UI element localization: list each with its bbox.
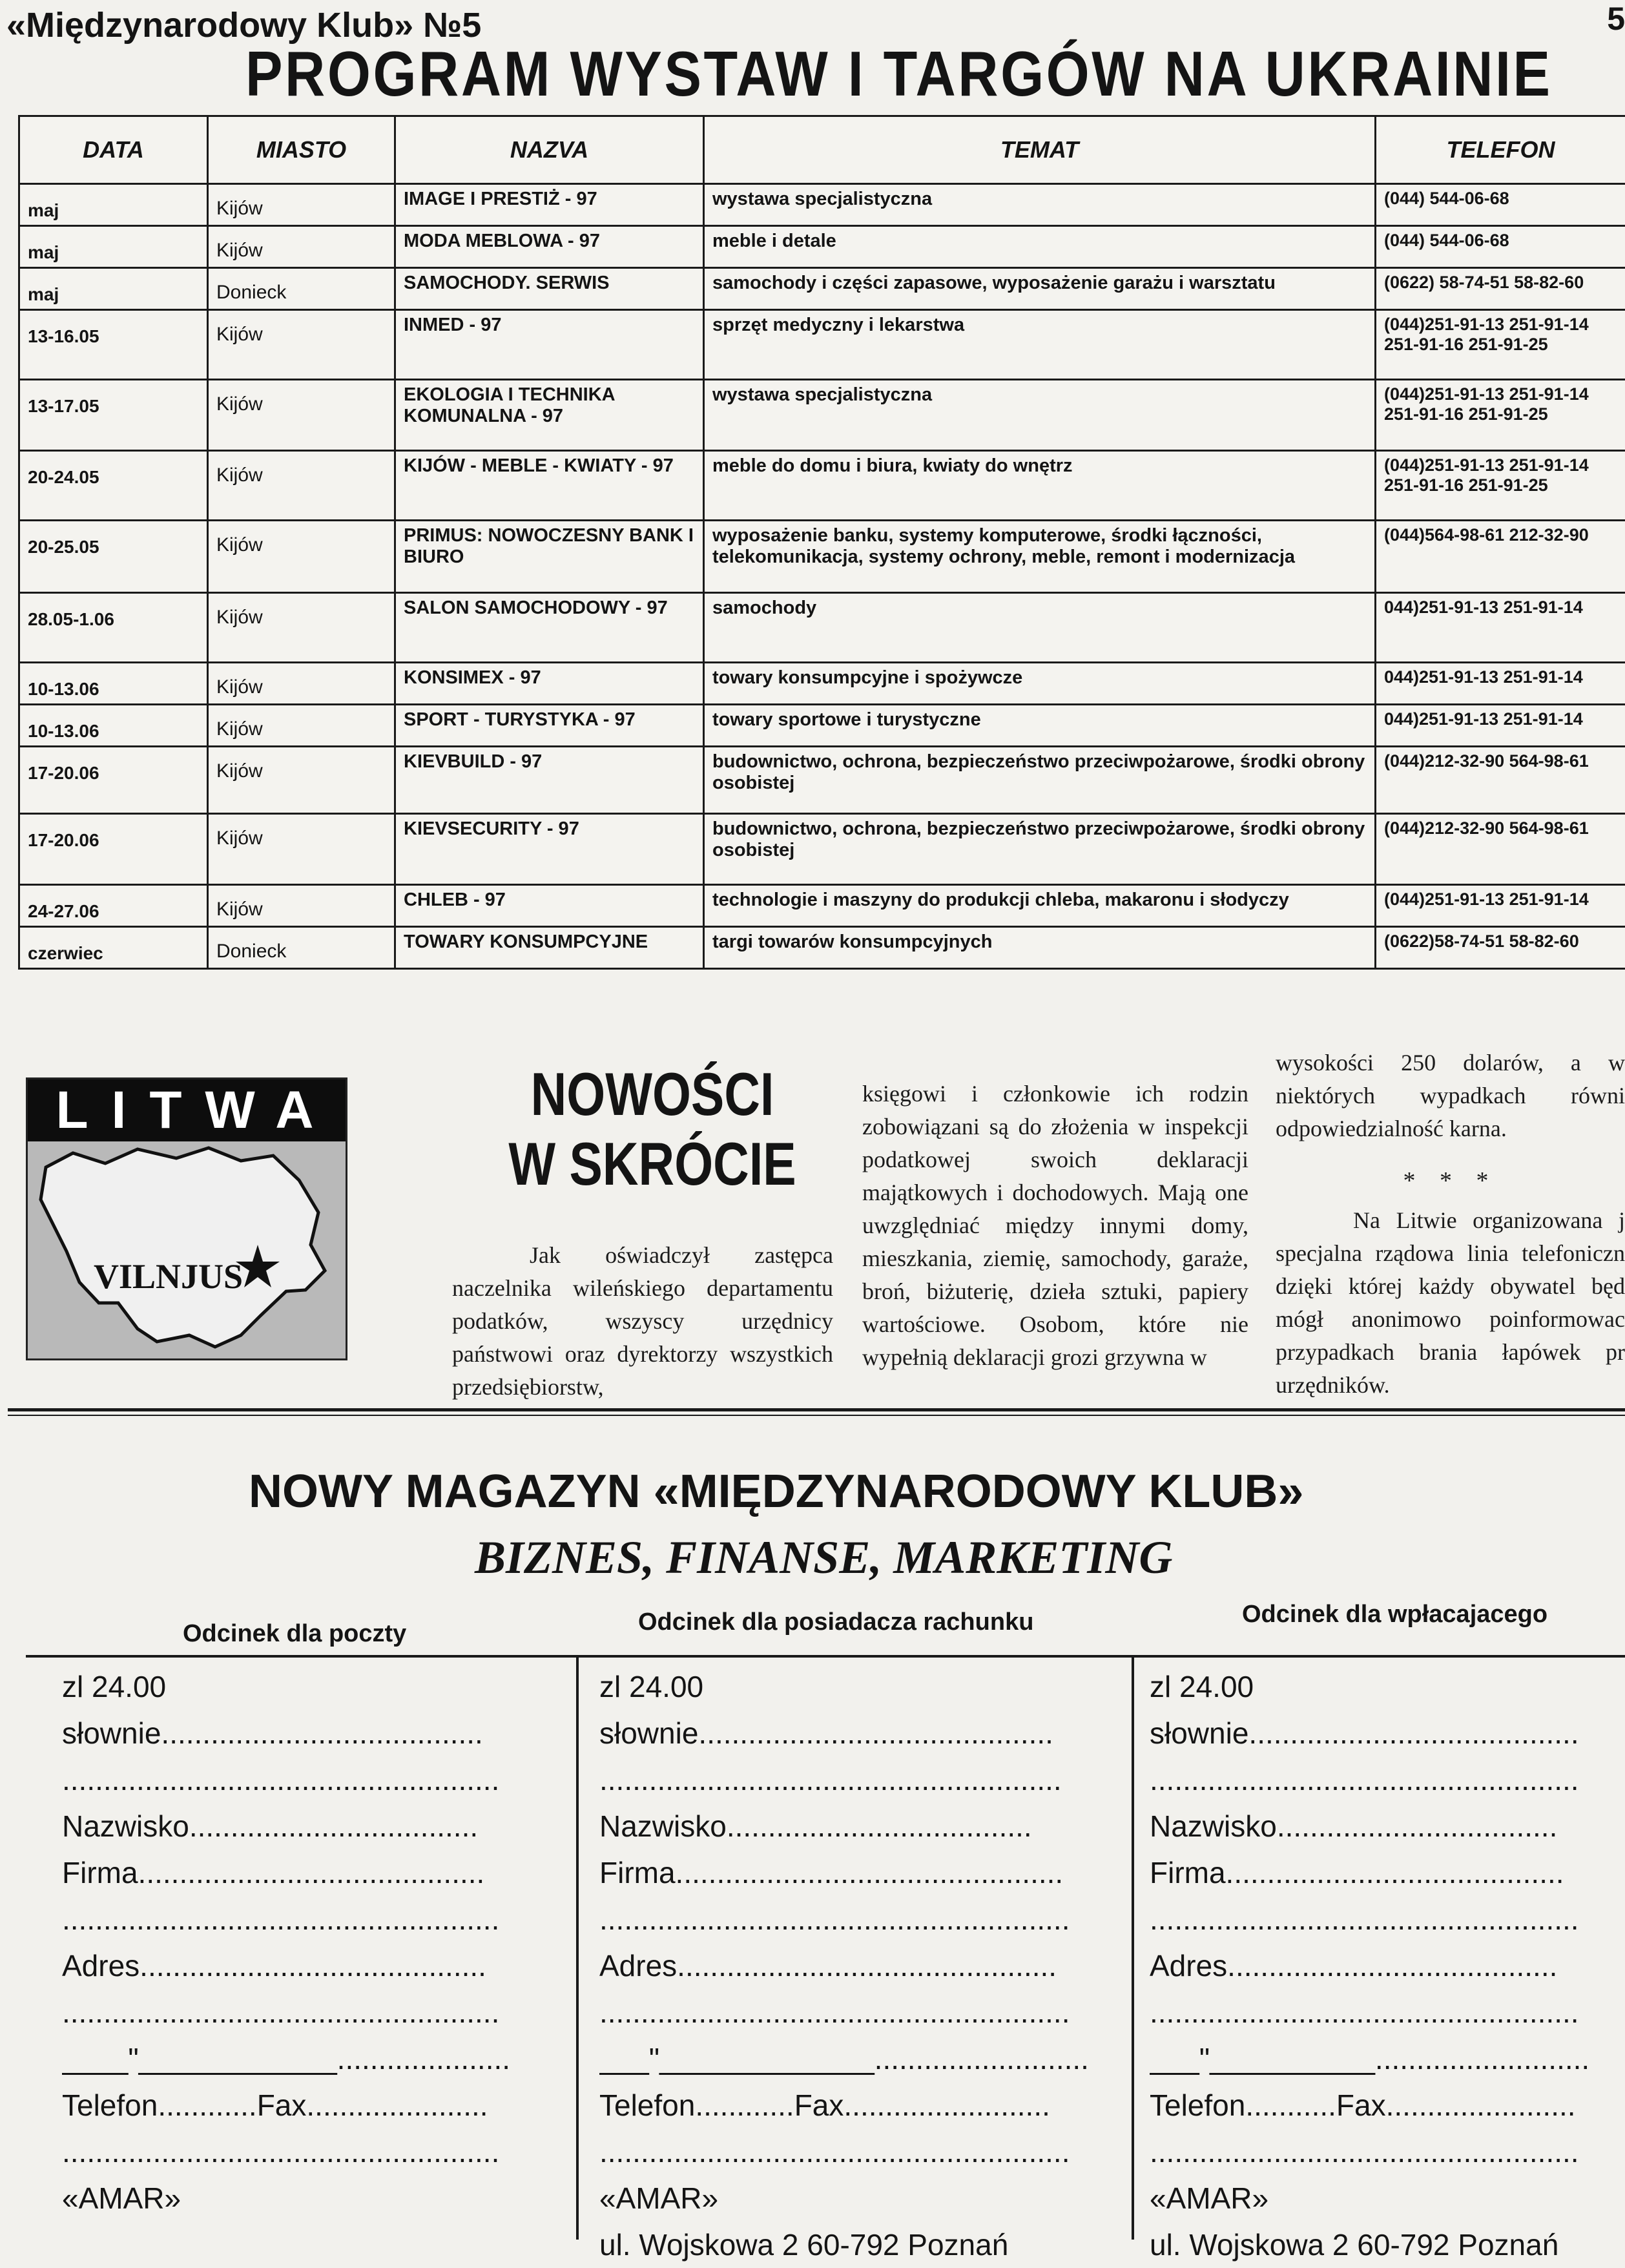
main-title: PROGRAM WYSTAW I TARGÓW NA UKRAINIE bbox=[245, 37, 1553, 110]
cell-date: 20-24.05 bbox=[19, 451, 208, 521]
cell-name: PRIMUS: NOWOCZESNY BANK I BIURO bbox=[395, 521, 704, 593]
cell-date: 20-25.05 bbox=[19, 521, 208, 593]
cell-date: 17-20.06 bbox=[19, 814, 208, 885]
table-row bbox=[19, 663, 1625, 705]
cell-name: IMAGE I PRESTIŻ - 97 bbox=[395, 184, 704, 226]
ad-subtitle: BIZNES, FINANSE, MARKETING bbox=[475, 1531, 1172, 1585]
column-header-temat: TEMAT bbox=[704, 116, 1376, 184]
table-row bbox=[19, 451, 1625, 521]
payment-slip-post[interactable]: zl 24.00 słownie....................................... ..................................................... Nazwisko................................... Firma.......................................... ..................................................... Adres.......................................... ..................................................... ____"____________..................... Telefon............Fax...................... ..................................................... «AMAR» bbox=[62, 1663, 566, 2221]
column-header-telefon: TELEFON bbox=[1376, 116, 1625, 184]
news-heading bbox=[477, 1059, 827, 1199]
cell-name: KIEVSECURITY - 97 bbox=[395, 814, 704, 885]
cell-city: Kijów bbox=[208, 593, 395, 663]
news-heading-line-2: W SKRÓCIE bbox=[477, 1129, 827, 1199]
slip-label-account-holder: Odcinek dla posiadacza rachunku bbox=[638, 1608, 1033, 1636]
cell-phone: (044)564-98-61 212-32-90 bbox=[1376, 521, 1625, 593]
cell-date: 10-13.06 bbox=[19, 705, 208, 747]
table-row bbox=[19, 380, 1625, 451]
cell-name: KIEVBUILD - 97 bbox=[395, 747, 704, 814]
news-column-3 bbox=[1276, 1046, 1625, 1402]
cell-date: maj bbox=[19, 184, 208, 226]
table-row bbox=[19, 814, 1625, 885]
magazine-header: «Międzynarodowy Klub» №5 bbox=[6, 5, 481, 45]
vilnjus-label: VILNJUS bbox=[94, 1256, 243, 1296]
column-header-miasto: MIASTO bbox=[208, 116, 395, 184]
table-row bbox=[19, 747, 1625, 814]
cell-city: Kijów bbox=[208, 705, 395, 747]
table-row bbox=[19, 226, 1625, 268]
cell-city: Kijów bbox=[208, 451, 395, 521]
cell-topic: wystawa specjalistyczna bbox=[704, 184, 1376, 226]
table-row bbox=[19, 885, 1625, 927]
lithuania-map bbox=[28, 1141, 346, 1358]
cell-name: KONSIMEX - 97 bbox=[395, 663, 704, 705]
cell-topic: meble i detale bbox=[704, 226, 1376, 268]
slip-label-post: Odcinek dla poczty bbox=[183, 1620, 406, 1648]
news-heading-line-1: NOWOŚCI bbox=[477, 1059, 827, 1129]
news-column-3-paragraph-1: wysokości 250 dolarów, a w niektórych wypadkach równi odpowiedzialność karna. bbox=[1276, 1046, 1625, 1145]
cell-topic: samochody i części zapasowe, wyposażenie garażu i warsztatu bbox=[704, 268, 1376, 310]
table-row bbox=[19, 521, 1625, 593]
slip-label-payer: Odcinek dla wpłacajacego bbox=[1242, 1601, 1547, 1628]
cell-date: 13-17.05 bbox=[19, 380, 208, 451]
table-row bbox=[19, 705, 1625, 747]
column-header-nazva: NAZVA bbox=[395, 116, 704, 184]
cell-name: SALON SAMOCHODOWY - 97 bbox=[395, 593, 704, 663]
cell-date: 10-13.06 bbox=[19, 663, 208, 705]
cell-topic: wyposażenie banku, systemy komputerowe, środki łączności, telekomunikacja, systemy ochrony, meble, remont i modernizacja bbox=[704, 521, 1376, 593]
news-column-3-paragraph-2: Na Litwie organizowana j specjalna rządowa linia telefoniczn dzięki której każdy obywatel będ mógł anonimowo poinformowac przypadkach brania łapówek pr urzędników. bbox=[1276, 1204, 1625, 1402]
cell-name: MODA MEBLOWA - 97 bbox=[395, 226, 704, 268]
cell-city: Kijów bbox=[208, 885, 395, 927]
section-separator: * * * bbox=[1276, 1165, 1625, 1198]
cell-city: Kijów bbox=[208, 310, 395, 380]
page-number: 5 bbox=[1607, 0, 1625, 37]
cell-city: Kijów bbox=[208, 184, 395, 226]
cell-date: 13-16.05 bbox=[19, 310, 208, 380]
cell-phone: (044)212-32-90 564-98-61 bbox=[1376, 814, 1625, 885]
cell-city: Kijów bbox=[208, 521, 395, 593]
cell-date: 17-20.06 bbox=[19, 747, 208, 814]
column-header-data: DATA bbox=[19, 116, 208, 184]
cell-phone: (044)251-91-13 251-91-14 bbox=[1376, 885, 1625, 927]
table-row bbox=[19, 593, 1625, 663]
cell-topic: samochody bbox=[704, 593, 1376, 663]
cell-phone: (044)251-91-13 251-91-14 251-91-16 251-91-25 bbox=[1376, 380, 1625, 451]
slip-divider-1 bbox=[576, 1655, 579, 2240]
cell-topic: meble do domu i biura, kwiaty do wnętrz bbox=[704, 451, 1376, 521]
cell-topic: budownictwo, ochrona, bezpieczeństwo przeciwpożarowe, środki obrony osobistej bbox=[704, 747, 1376, 814]
cell-phone: (044) 544-06-68 bbox=[1376, 184, 1625, 226]
cell-date: czerwiec bbox=[19, 927, 208, 969]
events-table bbox=[18, 115, 1625, 970]
lithuania-outline bbox=[41, 1148, 325, 1347]
news-column-2: księgowi i członkowie ich rodzin zobowiązani są do złożenia w inspekcji podatkowej swoich deklaracji majątkowych i dochodowych. Mają one uwzględniać między innymi domy, mieszkania, ziemię, samochody, garaże, broń, biżuterię, dzieła sztuki, papiery wartościowe. Osobom, które nie wypełnią deklaracji grozi grzywna w bbox=[862, 1077, 1248, 1374]
payment-slip-account-holder[interactable]: zl 24.00 słownie........................................... ........................................................ Nazwisko..................................... Firma............................................... ......................................................... Adres.............................................. ......................................................... ___"_____________.......................... Telefon............Fax......................... ......................................................... «AMAR» ul. Wojskowa 2 60-792 Poznań bbox=[599, 1663, 1123, 2268]
cell-phone: 044)251-91-13 251-91-14 bbox=[1376, 663, 1625, 705]
cell-phone: (044)212-32-90 564-98-61 bbox=[1376, 747, 1625, 814]
ad-title: NOWY MAGAZYN «MIĘDZYNARODOWY KLUB» bbox=[249, 1465, 1303, 1518]
cell-name: SPORT - TURYSTYKA - 97 bbox=[395, 705, 704, 747]
cell-phone: 044)251-91-13 251-91-14 bbox=[1376, 593, 1625, 663]
cell-topic: budownictwo, ochrona, bezpieczeństwo przeciwpożarowe, środki obrony osobistej bbox=[704, 814, 1376, 885]
cell-date: 28.05-1.06 bbox=[19, 593, 208, 663]
cell-date: maj bbox=[19, 268, 208, 310]
cell-name: TOWARY KONSUMPCYJNE bbox=[395, 927, 704, 969]
cell-name: EKOLOGIA I TECHNIKA KOMUNALNA - 97 bbox=[395, 380, 704, 451]
divider-thick bbox=[8, 1408, 1625, 1411]
cell-phone: (044) 544-06-68 bbox=[1376, 226, 1625, 268]
cell-city: Kijów bbox=[208, 380, 395, 451]
cell-city: Kijów bbox=[208, 663, 395, 705]
divider-thin bbox=[8, 1415, 1625, 1416]
cell-name: KIJÓW - MEBLE - KWIATY - 97 bbox=[395, 451, 704, 521]
slips-top-border bbox=[26, 1655, 1625, 1658]
cell-topic: sprzęt medyczny i lekarstwa bbox=[704, 310, 1376, 380]
cell-topic: towary sportowe i turystyczne bbox=[704, 705, 1376, 747]
cell-city: Donieck bbox=[208, 927, 395, 969]
news-column-1: Jak oświadczył zastępca naczelnika wileńskiego departamentu podatków, wszyscy urzędnicy państwowi oraz dyrektorzy wszystkich przedsiębiorstw, bbox=[452, 1239, 833, 1404]
cell-phone: (044)251-91-13 251-91-14 251-91-16 251-91-25 bbox=[1376, 310, 1625, 380]
cell-phone: 044)251-91-13 251-91-14 bbox=[1376, 705, 1625, 747]
cell-name: SAMOCHODY. SERWIS bbox=[395, 268, 704, 310]
cell-phone: (0622)58-74-51 58-82-60 bbox=[1376, 927, 1625, 969]
slip-divider-2 bbox=[1132, 1655, 1134, 2240]
cell-topic: towary konsumpcyjne i spożywcze bbox=[704, 663, 1376, 705]
cell-name: INMED - 97 bbox=[395, 310, 704, 380]
table-row bbox=[19, 184, 1625, 226]
cell-city: Kijów bbox=[208, 747, 395, 814]
cell-topic: technologie i maszyny do produkcji chleba, makaronu i słodyczy bbox=[704, 885, 1376, 927]
table-header-row bbox=[19, 116, 1625, 184]
cell-phone: (044)251-91-13 251-91-14 251-91-16 251-91-25 bbox=[1376, 451, 1625, 521]
table-row bbox=[19, 927, 1625, 969]
cell-city: Kijów bbox=[208, 814, 395, 885]
cell-topic: wystawa specjalistyczna bbox=[704, 380, 1376, 451]
cell-city: Kijów bbox=[208, 226, 395, 268]
cell-phone: (0622) 58-74-51 58-82-60 bbox=[1376, 268, 1625, 310]
litwa-map-box bbox=[26, 1077, 347, 1360]
payment-slip-payer[interactable]: zl 24.00 słownie........................................ .................................................... Nazwisko.................................. Firma......................................... .................................................... Adres........................................ .................................................... ___"__________.......................... Telefon...........Fax....................... .................................................... «AMAR» ul. Wojskowa 2 60-792 Poznań bbox=[1150, 1663, 1625, 2268]
cell-name: CHLEB - 97 bbox=[395, 885, 704, 927]
cell-topic: targi towarów konsumpcyjnych bbox=[704, 927, 1376, 969]
cell-date: maj bbox=[19, 226, 208, 268]
table-row bbox=[19, 310, 1625, 380]
cell-date: 24-27.06 bbox=[19, 885, 208, 927]
litwa-header: LITWA bbox=[28, 1079, 346, 1141]
cell-city: Donieck bbox=[208, 268, 395, 310]
table-row bbox=[19, 268, 1625, 310]
